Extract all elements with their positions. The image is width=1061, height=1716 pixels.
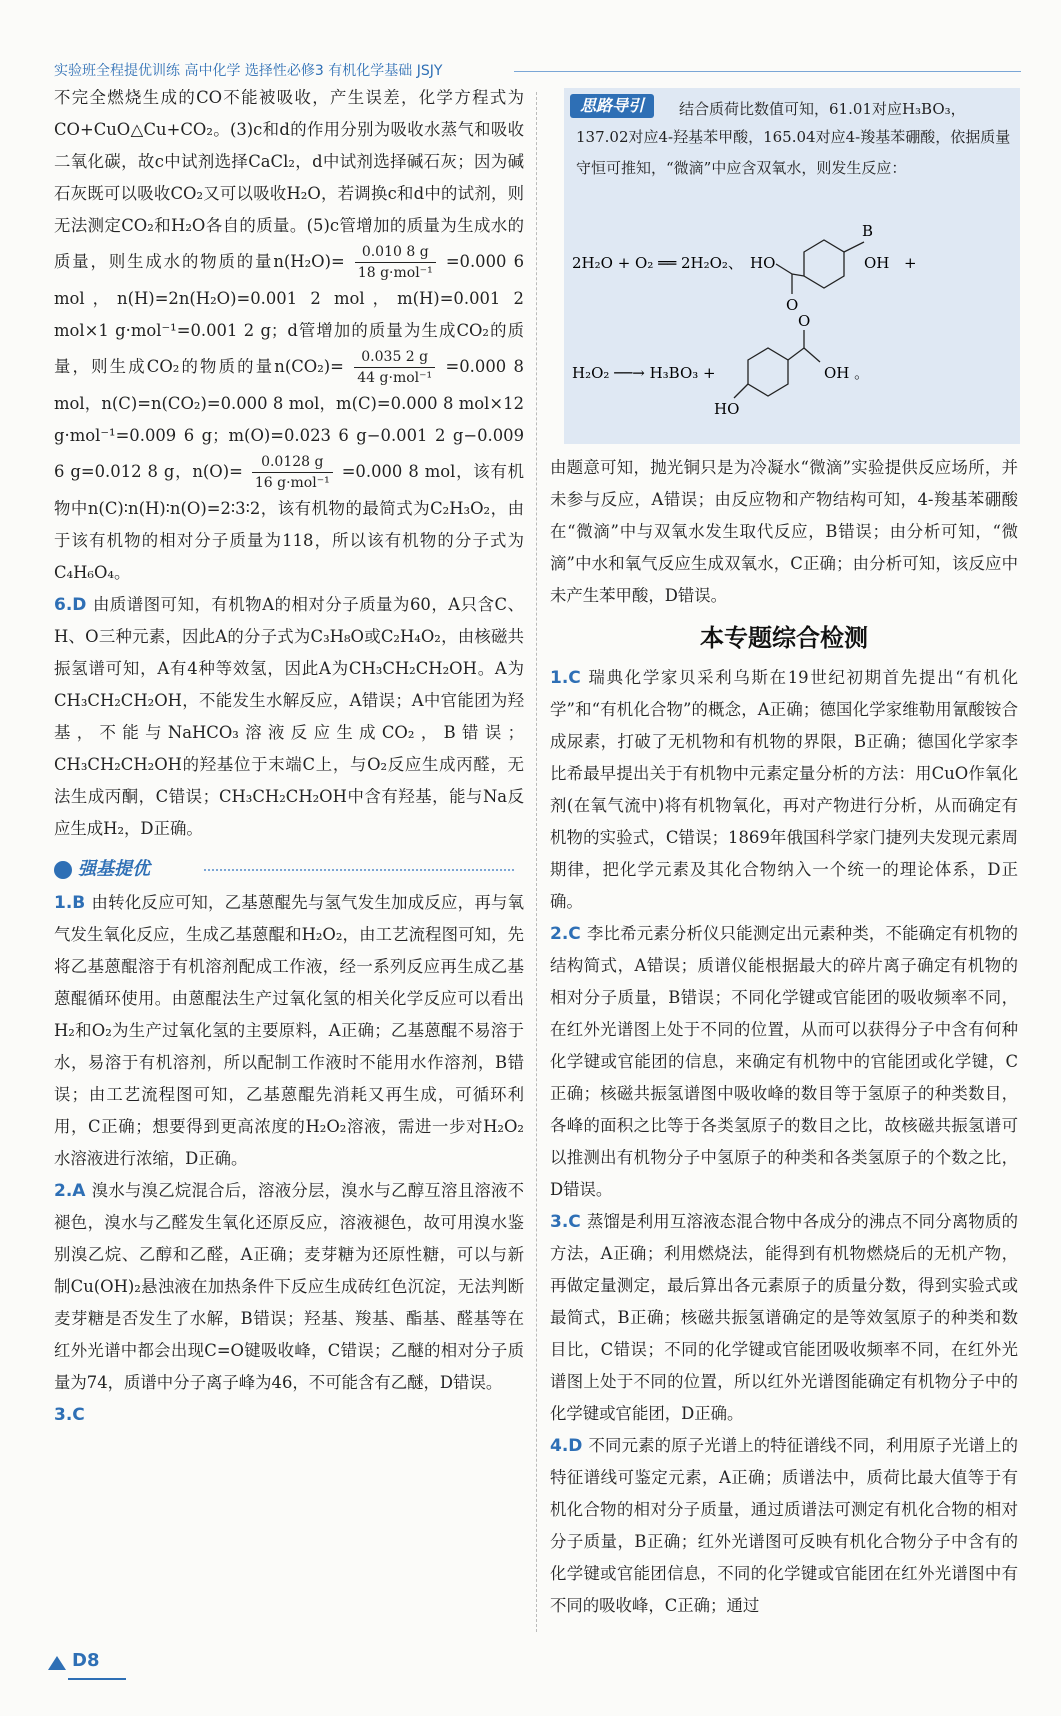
answer-3: 3.C bbox=[54, 1405, 85, 1425]
hint-box bbox=[564, 88, 1020, 444]
review-answer-3: 3.C 蒸馏是利用互溶液态混合物中各成分的沸点不同分离物质的方法，A正确；利用燃烧法，能得到有机物燃烧后的无机产物，再做定量测定，最后算出各元素原子的质量分数，得到实验式或最简式，B正确；核磁共振氢谱确定的是等效氢原子的种类和数目比，C错误；不同的化学键或官能团吸收频率不同，在红外光谱图上处于不同的位置，所以红外光谱图能确定有机物分子中的化学键或官能团，D正确。 bbox=[550, 1212, 1018, 1423]
section-dots bbox=[204, 869, 514, 871]
hint-conclusion: 由题意可知，抛光铜只是为冷凝水“微滴”实验提供反应场所，并未参与反应，A错误；由反应物和产物结构可知，4-羧基苯硼酸在“微滴”中与双氧水发生取代反应，B错误；由分析可知，“微滴”中水和氧气反应生成双氧水，C正确；由分析可知，该反应中未产生苯甲酸，D错误。 bbox=[550, 458, 1018, 605]
review-answer-2: 2.C 李比希元素分析仪只能测定出元素种类，不能确定有机物的结构简式，A错误；质谱仪能根据最大的碎片离子确定有机物的相对分子质量，B错误；不同化学键或官能团的吸收频率不同，在红外光谱图上处于不同的位置，从而可以获得分子中含有何种化学键或官能团的信息，来确定有机物中的官能团或化学键，C正确；核磁共振氢谱图中吸收峰的数目等于氢原子的种类数目，各峰的面积之比等于各类氢原子的数目之比，故核磁共振氢谱可以推测出有机物分子中氢原子的种类和各类氢原子的个数之比，D错误。 bbox=[550, 924, 1018, 1199]
right-column bbox=[550, 452, 1018, 1622]
footer-arrow-icon bbox=[48, 1656, 66, 1670]
review-answer-1: 1.C 瑞典化学家贝采利乌斯在19世纪初期首先提出“有机化学”和“有机化合物”的概念，A正确；德国化学家维勒用氰酸铵合成尿素，打破了无机物和有机物的界限，B正确；德国化学家李比希最早提出关于有机物中元素定量分析的方法：用CuO作氧化剂(在氧气流中)将有机物氧化，再对产物进行分析，从而确定有机物的实验式，C错误；1869年俄国科学家门捷列夫发现元素周期律，把化学元素及其化合物纳入一个统一的理论体系，D正确。 bbox=[550, 668, 1018, 911]
benzene-ring-2 bbox=[748, 348, 788, 396]
review-answer-4: 4.D 不同元素的原子光谱上的特征谱线不同，利用原子光谱上的特征谱线可鉴定元素，A正确；质谱法中，质荷比最大值等于有机化合物的相对分子质量，通过质谱法可测定有机化合物的相对分子质量，B正确；红外光谱图可反映有机化合物分子中含有的化学键或官能团信息，不同的化学键或官能团在红外光谱图中有不同的吸收峰，C正确；通过 bbox=[550, 1436, 1018, 1615]
left-column bbox=[54, 82, 524, 1431]
column-divider bbox=[536, 92, 537, 1632]
benzene-ring-1 bbox=[804, 240, 844, 288]
label-b: B bbox=[862, 222, 874, 240]
fraction-o: $\frac{0.0128 g}{\text{16 g·mol⁻¹}}$ bbox=[252, 452, 333, 493]
answer-2: 2.A 溴水与溴乙烷混合后，溶液分层，溴水与乙醇互溶且溶液不褪色，溴水与乙醛发生氧化还原反应，溶液褪色，故可用溴水鉴别溴乙烷、乙醇和乙醛，A正确；麦芽糖为还原性糖，可以与新制Cu(OH)₂悬浊液在加热条件下反应生成砖红色沉淀，无法判断麦芽糖是否发生了水解，B错误；羟基、羧基、酯基、醛基等在红外光谱中都会出现C=O键吸收峰，C错误；乙醚的相对分子质量为74，质谱中分子离子峰为46，不可能含有乙醚，D错误。 bbox=[54, 1181, 524, 1392]
header-text: 实验班全程提优训练 高中化学 选择性必修3 有机化学基础 JSJY bbox=[54, 63, 443, 79]
hint-tag: 思路导引 bbox=[570, 94, 654, 118]
answer-5-continued: 不完全燃烧生成的CO不能被吸收，产生误差，化学方程式为CO+CuO△Cu+CO₂。(3)c和d的作用分别为吸收水蒸气和吸收二氧化碳，故c中试剂选择CaCl₂，d中试剂选择碱石灰；因为碱石灰既可以吸收CO₂又可以吸收H₂O，若调换c和d中的试剂，则无法测定CO₂和H₂O各自的质量。(5)c管增加的质量为生成水的质量，则生成水的物质的量n(H₂O)= $\frac{0.010 8 g}{\text{18 g·mol⁻¹}}$ =0.000 6 mol，n(H)=2n(H₂O)=0.001 2 mol，m(H)=0.001 2 mol×1 g·mol⁻¹=0.001 2 g；d管增加的质量为生成CO₂的质量，则生成CO₂的物质的量n(CO₂)= $\frac{0.035 2 g}{\text{44 g·mol⁻¹}}$ =0.000 8 mol，n(C)=n(CO₂)=0.000 8 mol，m(C)=0.000 8 mol×12 g·mol⁻¹=0.009 6 g；m(O)=0.023 6 g−0.001 2 g−0.009 6 g=0.012 8 g，n(O)= $\frac{0.0128 g}{\text{16 g·mol⁻¹}}$ =0.000 8 mol，该有机物中n(C)∶n(H)∶n(O)=2∶3∶2，该有机物的最简式为C₂H₃O₂，由于该有机物的相对分子质量为118，所以该有机物的分子式为C₄H₆O₄。 bbox=[54, 88, 524, 582]
equation-2: H₂O₂ ──→ H₃BO₃ + bbox=[572, 364, 716, 382]
label-ho-1: HO bbox=[750, 254, 776, 272]
label-oh-1: OH bbox=[864, 254, 890, 272]
label-ho-2: HO bbox=[714, 400, 740, 418]
equation-1: 2H₂O + O₂ ══ 2H₂O₂、 bbox=[572, 254, 743, 272]
hint-text: 137.02对应4-羟基苯甲酸，165.04对应4-羧基苯硼酸，依据质量守恒可推知，“微滴”中应含双氧水，则发生反应： bbox=[576, 128, 1011, 177]
label-o-1: O bbox=[786, 296, 799, 314]
section-icon bbox=[54, 861, 72, 879]
plus-sign: + bbox=[904, 254, 917, 272]
section-title: 本专题综合检测 bbox=[700, 624, 868, 652]
answer-1: 1.B 由转化反应可知，乙基蒽醌先与氢气发生加成反应，再与氧气发生氧化反应，生成乙基蒽醌和H₂O₂，由工艺流程图可知，先将乙基蒽醌溶于有机溶剂配成工作液，经一系列反应再生成乙基蒽醌循环使用。由蒽醌法生产过氧化氢的相关化学反应可以看出H₂和O₂为生产过氧化氢的主要原料，A正确；乙基蒽醌不易溶于水，易溶于有机溶剂，所以配制工作液时不能用水作溶剂，B错误；由工艺流程图可知，乙基蒽醌先消耗又再生成，可循环利用，C正确；想要得到更高浓度的H₂O₂溶液，需进一步对H₂O₂水溶液进行浓缩，D正确。 bbox=[54, 893, 524, 1168]
label-o-2: O bbox=[798, 312, 811, 330]
footer-line bbox=[68, 1678, 126, 1680]
page-number: D8 bbox=[72, 1650, 100, 1671]
label-oh-end: OH 。 bbox=[824, 364, 870, 382]
hint-line-1: 结合质荷比数值可知，61.01对应H₃BO₃， bbox=[679, 100, 966, 118]
fraction-h2o: $\frac{0.010 8 g}{\text{18 g·mol⁻¹}}$ bbox=[355, 242, 436, 283]
page-footer bbox=[48, 1650, 118, 1680]
page-header bbox=[54, 60, 1021, 82]
reaction-scheme bbox=[564, 222, 1020, 444]
section-qiangji: 强基提优 bbox=[54, 853, 524, 883]
answer-6: 6.D 由质谱图可知，有机物A的相对分子质量为60，A只含C、H、O三种元素，因此A的分子式为C₃H₈O或C₂H₄O₂，由核磁共振氢谱可知，A有4种等效氢，因此A为CH₃CH₂CH₂OH。A为CH₃CH₂CH₂OH，不能发生水解反应，A错误；A中官能团为羟基，不能与NaHCO₃溶液反应生成CO₂，B错误；CH₃CH₂CH₂OH的羟基位于末端C上，与O₂反应生成丙醛，无法生成丙酮，C错误；CH₃CH₂CH₂OH中含有羟基，能与Na反应生成H₂，D正确。 bbox=[54, 595, 524, 838]
header-rule bbox=[514, 71, 1021, 72]
fraction-co2: $\frac{0.035 2 g}{\text{44 g·mol⁻¹}}$ bbox=[354, 347, 435, 388]
